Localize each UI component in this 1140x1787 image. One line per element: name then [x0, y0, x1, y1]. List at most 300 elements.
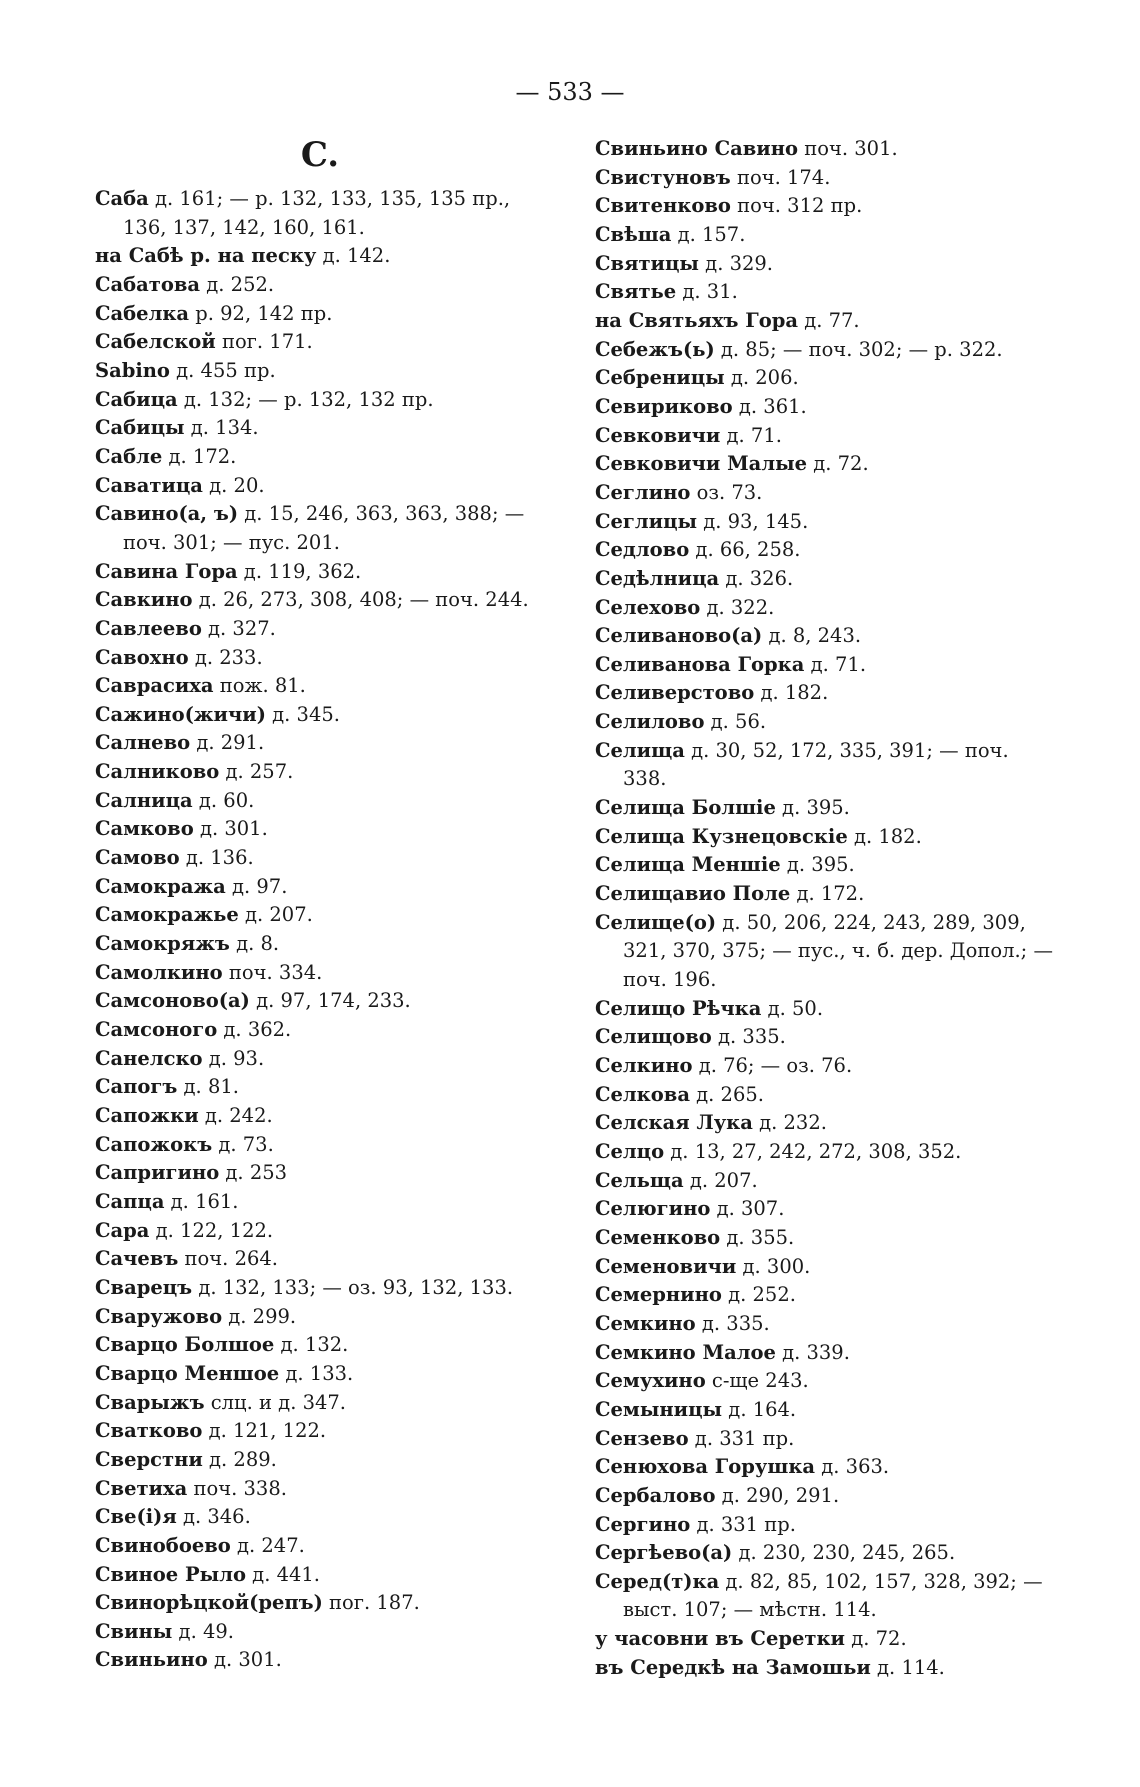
- entry-references: д. 15, 246, 363, 363, 388; —: [238, 502, 525, 526]
- index-entry: [595, 307, 1065, 336]
- index-entry: [595, 1396, 1065, 1425]
- entry-name: Сварцо Меншое: [95, 1361, 280, 1385]
- entry-name: Сватково: [95, 1419, 203, 1443]
- entry-name: Савохно: [95, 645, 189, 669]
- entry-name: Святье: [595, 280, 677, 304]
- entry-references: д. 232.: [752, 1111, 827, 1135]
- entry-references: д. 72.: [845, 1627, 907, 1651]
- entry-references: слц. и д. 347.: [204, 1390, 347, 1414]
- index-entry: [595, 1224, 1065, 1253]
- entry-name: Сваружово: [95, 1304, 223, 1328]
- entry-references: д. 329.: [698, 251, 774, 275]
- index-entry: [595, 823, 1065, 852]
- index-entry: [95, 959, 565, 988]
- entry-name: на Святьяхъ Гора: [595, 308, 799, 332]
- entry-references: д. 331 пр.: [688, 1426, 795, 1450]
- entry-references: д. 114.: [870, 1655, 945, 1679]
- entry-references: д. 335.: [711, 1025, 786, 1049]
- index-entry: [95, 701, 565, 730]
- index-entry: [595, 1482, 1065, 1511]
- entry-name: Свѣша: [595, 222, 672, 246]
- entry-references: д. 119, 362.: [237, 559, 362, 583]
- index-entry: [95, 1188, 565, 1217]
- entry-references: д. 327.: [201, 616, 276, 640]
- entry-name: Селища Кузнецовскіе: [595, 824, 848, 848]
- entry-name: Свинорѣцкой(репъ): [95, 1591, 323, 1615]
- entry-references: д. 300.: [736, 1254, 811, 1278]
- entry-references: д. 20.: [202, 473, 265, 497]
- index-entry: [595, 479, 1065, 508]
- entry-name: Селиваново(а): [595, 624, 763, 648]
- entry-name: Самово: [95, 846, 180, 870]
- index-entry: [95, 1159, 565, 1188]
- index-entry: [95, 586, 565, 615]
- entry-references: оз. 73.: [690, 480, 763, 504]
- entry-references: д. 66, 258.: [689, 538, 801, 562]
- index-entry: [95, 1360, 565, 1389]
- index-entry: [95, 1102, 565, 1131]
- index-entry: [595, 1511, 1065, 1540]
- entry-references: д. 363.: [815, 1455, 890, 1479]
- index-entry: [95, 758, 565, 787]
- entry-name: Салниково: [95, 760, 220, 784]
- index-entry: [595, 1023, 1065, 1052]
- entry-name: Селюгино: [595, 1197, 711, 1221]
- entry-references: д. 77.: [798, 308, 860, 332]
- entry-references: д. 76; — оз. 76.: [692, 1054, 853, 1077]
- entry-references: с-ще 243.: [705, 1369, 809, 1393]
- entry-name: Селиверстово: [595, 681, 755, 705]
- entry-references: д. 72.: [807, 452, 869, 476]
- entry-name: Семухино: [595, 1369, 706, 1393]
- entry-name: Сабицы: [95, 416, 185, 440]
- entry-references: д. 455 пр.: [169, 358, 276, 382]
- entry-references: д. 441.: [245, 1562, 321, 1586]
- entry-name: Сельща: [595, 1168, 684, 1192]
- entry-references: д. 13, 27, 242, 272, 308, 352.: [664, 1139, 962, 1163]
- entry-references: д. 134.: [184, 416, 259, 440]
- entry-references: д. 182.: [754, 681, 829, 705]
- entry-name: Семернино: [595, 1283, 722, 1307]
- index-entry: [595, 422, 1065, 451]
- index-entry: [595, 1138, 1065, 1167]
- entry-references: д. 257.: [219, 760, 294, 784]
- entry-references: д. 265.: [689, 1082, 764, 1106]
- index-entry: [95, 1561, 565, 1590]
- entry-name: Самсоново(а): [95, 989, 250, 1013]
- index-entry: [595, 995, 1065, 1024]
- index-entry: [595, 1253, 1065, 1282]
- entry-references: д. 85; — поч. 302; — р. 322.: [714, 337, 1003, 361]
- entry-references: поч. 334.: [222, 960, 323, 984]
- entry-references: д. 49.: [172, 1619, 234, 1643]
- entry-name: Селища: [595, 738, 685, 762]
- index-entry: [95, 328, 565, 357]
- entry-name: Седлово: [595, 538, 690, 562]
- entry-references: д. 247.: [230, 1533, 305, 1557]
- index-entry: [595, 450, 1065, 479]
- entry-references: д. 132, 133; — оз. 93, 132, 133.: [192, 1275, 514, 1299]
- index-entry: [95, 500, 565, 557]
- index-entry: [95, 558, 565, 587]
- entry-name: Свистуновъ: [595, 165, 731, 189]
- index-entry: [595, 880, 1065, 909]
- entry-name: Санелско: [95, 1046, 203, 1070]
- entry-name: Сварецъ: [95, 1275, 193, 1299]
- entry-name: Селцо: [595, 1139, 665, 1163]
- entry-references: д. 71.: [720, 423, 782, 447]
- entry-name: Семеновичи: [595, 1254, 737, 1278]
- index-entry: [95, 1589, 565, 1618]
- entry-name: Селищово: [595, 1025, 712, 1049]
- entry-name: Сажино(жичи): [95, 702, 266, 726]
- index-entry: [95, 1331, 565, 1360]
- entry-name: Сабелка: [95, 301, 190, 325]
- index-entry: [95, 1389, 565, 1418]
- entry-name: Селиванова Горка: [595, 652, 805, 676]
- index-entry: [595, 1052, 1065, 1081]
- entry-name: Селище(о): [595, 910, 717, 934]
- index-entry: [595, 1195, 1065, 1224]
- entry-name: Свиное Рыло: [95, 1562, 246, 1586]
- entry-continuation: выст. 107; — мѣстн. 114.: [623, 1598, 877, 1622]
- entry-references: д. 395.: [775, 796, 850, 820]
- entry-name: Семенково: [595, 1225, 721, 1249]
- index-entry: [95, 1303, 565, 1332]
- entry-name: Сапожки: [95, 1104, 199, 1127]
- entry-name: Сапригино: [95, 1161, 220, 1185]
- index-entry: [595, 851, 1065, 880]
- entry-name: Селища Болшіе: [595, 796, 776, 820]
- entry-name: Сапогъ: [95, 1075, 178, 1099]
- entry-references: д. 253: [219, 1161, 288, 1185]
- entry-references: д. 161; — р. 132, 133, 135, 135 пр.,: [148, 187, 511, 210]
- index-entry: [95, 844, 565, 873]
- entry-name: Селкино: [595, 1054, 693, 1077]
- index-entry: [95, 443, 565, 472]
- entry-references: д. 206.: [724, 366, 799, 390]
- index-entry: [595, 278, 1065, 307]
- index-entry: [95, 1217, 565, 1246]
- entry-references: д. 301.: [193, 817, 268, 841]
- entry-references: д. 157.: [671, 222, 746, 246]
- entry-references: д. 230, 230, 245, 265.: [732, 1541, 956, 1565]
- index-entry: [95, 787, 565, 816]
- index-entry: [595, 737, 1065, 794]
- entry-name: Салница: [95, 788, 193, 812]
- entry-name: Сеглицы: [595, 509, 698, 533]
- entry-references: д. 133.: [279, 1361, 354, 1385]
- entry-references: д. 322.: [700, 595, 775, 619]
- entry-name: Самокража: [95, 874, 226, 898]
- entry-name: Сабле: [95, 444, 163, 468]
- entry-references: д. 289.: [202, 1447, 277, 1471]
- entry-references: д. 301.: [207, 1648, 282, 1672]
- index-entry: [95, 472, 565, 501]
- index-entry: [595, 794, 1065, 823]
- entry-name: Сверстни: [95, 1447, 203, 1471]
- page-number: — 533 —: [515, 78, 625, 106]
- index-entry: [595, 708, 1065, 737]
- index-entry: [595, 1654, 1065, 1683]
- entry-references: д. 242.: [198, 1104, 273, 1127]
- index-entry: [95, 1618, 565, 1647]
- entry-references: д. 50.: [761, 996, 824, 1020]
- entry-references: д. 335.: [695, 1311, 770, 1335]
- entry-name: у часовни въ Серетки: [595, 1627, 846, 1651]
- entry-references: д. 291.: [190, 731, 265, 755]
- index-entry: [95, 1016, 565, 1045]
- entry-references: поч. 338.: [187, 1476, 287, 1500]
- entry-references: д. 50, 206, 224, 243, 289, 309,: [716, 910, 1026, 934]
- index-entry: [595, 250, 1065, 279]
- entry-name: Саватица: [95, 473, 203, 497]
- entry-name: Свиньино Савино: [595, 137, 799, 160]
- index-entry: [95, 242, 565, 271]
- entry-name: Сварыжъ: [95, 1390, 205, 1414]
- entry-references: д. 331 пр.: [690, 1512, 796, 1536]
- entry-references: д. 56.: [704, 710, 767, 734]
- entry-references: д. 31.: [676, 280, 738, 304]
- entry-references: д. 81.: [177, 1075, 239, 1099]
- entry-name: Себежъ(ь): [595, 337, 715, 361]
- index-entry: [595, 1539, 1065, 1568]
- entry-references: пож. 81.: [213, 674, 306, 698]
- entry-name: Семкино: [595, 1311, 696, 1335]
- index-entry: [595, 1081, 1065, 1110]
- entry-name: въ Середкѣ на Замошьи: [595, 1655, 871, 1679]
- index-entry: [595, 536, 1065, 565]
- index-entry: [595, 622, 1065, 651]
- entry-name: Селкова: [595, 1082, 690, 1106]
- entry-references: д. 395.: [780, 853, 855, 877]
- entry-references: д. 207.: [238, 903, 313, 927]
- entry-name: Савино(а, ъ): [95, 502, 239, 526]
- entry-references: поч. 174.: [730, 165, 831, 189]
- entry-references: д. 161.: [164, 1189, 239, 1213]
- index-entry: [595, 1568, 1065, 1625]
- entry-name: Самково: [95, 817, 194, 841]
- entry-name: Савлеево: [95, 616, 202, 640]
- index-entry: [595, 1167, 1065, 1196]
- entry-references: д. 233.: [188, 645, 263, 669]
- index-entry: [95, 729, 565, 758]
- index-entry: [595, 135, 1065, 164]
- entry-references: д. 82, 85, 102, 157, 328, 392; —: [719, 1569, 1043, 1593]
- entry-references: д. 142.: [316, 244, 391, 268]
- entry-continuation: поч. 301; — пус. 201.: [123, 530, 340, 554]
- entry-references: д. 132; — р. 132, 132 пр.: [177, 387, 434, 411]
- entry-references: д. 339.: [775, 1340, 850, 1364]
- entry-name: Сенюхова Горушка: [595, 1455, 816, 1479]
- index-entry: [595, 508, 1065, 537]
- entry-name: Сергино: [595, 1512, 691, 1536]
- index-entry: [95, 1417, 565, 1446]
- entry-name: Серед(т)ка: [595, 1569, 720, 1593]
- entry-references: д. 121, 122.: [202, 1419, 327, 1443]
- index-entry: [595, 651, 1065, 680]
- entry-references: д. 326.: [719, 566, 794, 590]
- entry-name: Саврасиха: [95, 674, 214, 698]
- entry-name: Селищавио Поле: [595, 882, 791, 906]
- index-entry: [595, 164, 1065, 193]
- entry-references: д. 361.: [732, 394, 807, 418]
- index-entry: [95, 873, 565, 902]
- entry-references: д. 299.: [222, 1304, 297, 1328]
- index-entry: [95, 987, 565, 1016]
- index-entry: [595, 1310, 1065, 1339]
- index-entry: [595, 909, 1065, 995]
- entry-references: д. 93.: [202, 1046, 265, 1070]
- index-entry: [95, 644, 565, 673]
- entry-name: Сергѣево(а): [595, 1541, 733, 1565]
- entry-name: Сварцо Болшое: [95, 1333, 275, 1357]
- entry-name: Селехово: [595, 595, 701, 619]
- entry-name: Селищо Рѣчка: [595, 996, 762, 1020]
- entry-name: Сачевъ: [95, 1247, 179, 1271]
- entry-name: Семыницы: [595, 1397, 723, 1421]
- entry-references: д. 8.: [229, 932, 280, 956]
- entry-name: Саба: [95, 187, 149, 210]
- index-entry: [595, 1281, 1065, 1310]
- entry-name: Свины: [95, 1619, 173, 1643]
- entry-name: Сапца: [95, 1189, 165, 1213]
- entry-name: Севковичи Малые: [595, 452, 808, 476]
- index-entry: [95, 615, 565, 644]
- entry-name: Самсоного: [95, 1018, 218, 1042]
- right-entries: [595, 135, 1065, 1682]
- entry-references: д. 252.: [721, 1283, 796, 1307]
- entry-name: Святицы: [595, 251, 699, 275]
- entry-name: Савкино: [95, 588, 193, 612]
- entry-references: д. 30, 52, 172, 335, 391; — поч.: [684, 738, 1009, 762]
- entry-continuation: 136, 137, 142, 160, 161.: [123, 215, 365, 239]
- entry-name: Севковичи: [595, 423, 721, 447]
- entry-name: Себреницы: [595, 366, 725, 390]
- entry-name: Селища Меншіе: [595, 853, 781, 877]
- index-entry: [95, 901, 565, 930]
- index-entry: [95, 357, 565, 386]
- entry-name: Седѣлница: [595, 566, 720, 590]
- index-entry: [95, 271, 565, 300]
- entry-references: д. 93, 145.: [697, 509, 809, 533]
- index-entry: [95, 815, 565, 844]
- entry-references: д. 71.: [804, 652, 867, 676]
- index-entry: [595, 1339, 1065, 1368]
- entry-name: Свитенково: [595, 194, 731, 218]
- entry-references: поч. 312 пр.: [730, 194, 863, 218]
- index-entry: [95, 1045, 565, 1074]
- index-entry: [595, 565, 1065, 594]
- entry-name: Сензево: [595, 1426, 689, 1450]
- entry-references: д. 182.: [847, 824, 922, 848]
- entry-name: Свиньино: [95, 1648, 208, 1672]
- entry-name: Свинобоево: [95, 1533, 231, 1557]
- entry-name: на Сабѣ р. на песку: [95, 244, 317, 268]
- index-entry: [595, 1367, 1065, 1396]
- left-column: [95, 135, 565, 1675]
- index-entry: [595, 1109, 1065, 1138]
- entry-references: пог. 187.: [322, 1591, 420, 1615]
- index-entry: [595, 364, 1065, 393]
- entry-name: Селилово: [595, 710, 705, 734]
- entry-name: Сапожокъ: [95, 1132, 213, 1156]
- index-entry: [595, 336, 1065, 365]
- entry-name: Самокражье: [95, 903, 239, 927]
- entry-references: д. 362.: [217, 1018, 292, 1042]
- entry-references: д. 122, 122.: [149, 1218, 274, 1242]
- index-entry: [595, 1453, 1065, 1482]
- index-entry: [95, 1503, 565, 1532]
- index-entry: [595, 1425, 1065, 1454]
- entry-references: пог. 171.: [215, 330, 313, 354]
- entry-name: Сара: [95, 1218, 150, 1242]
- index-entry: [595, 679, 1065, 708]
- entry-name: Севириково: [595, 394, 733, 418]
- entry-references: д. 307.: [710, 1197, 785, 1221]
- entry-references: д. 26, 273, 308, 408; — поч. 244.: [192, 588, 529, 612]
- entry-name: Самокряжъ: [95, 932, 230, 956]
- index-entry: [595, 1625, 1065, 1654]
- index-entry: [595, 594, 1065, 623]
- index-entry: [95, 1073, 565, 1102]
- entry-references: д. 172.: [162, 444, 237, 468]
- entry-references: д. 8, 243.: [762, 624, 862, 648]
- index-entry: [95, 386, 565, 415]
- left-entries: [95, 185, 565, 1675]
- index-entry: [95, 414, 565, 443]
- index-entry: [95, 1245, 565, 1274]
- entry-references: д. 73.: [212, 1132, 274, 1156]
- entry-name: Самолкино: [95, 960, 223, 984]
- entry-continuation: 321, 370, 375; — пус., ч. б. дер. Допол.; —: [623, 939, 1053, 963]
- entry-continuation: поч. 196.: [623, 968, 717, 992]
- index-entry: [595, 393, 1065, 422]
- entry-references: р. 92, 142 пр.: [189, 301, 333, 325]
- index-entry: [95, 672, 565, 701]
- entry-references: д. 164.: [722, 1397, 797, 1421]
- right-column: [595, 135, 1065, 1682]
- entry-references: д. 252.: [200, 272, 275, 296]
- entry-name: Селская Лука: [595, 1111, 753, 1135]
- entry-name: Семкино Малое: [595, 1340, 776, 1364]
- index-entry: [95, 300, 565, 329]
- index-entry: [95, 930, 565, 959]
- entry-references: д. 60.: [192, 788, 255, 812]
- entry-name: Савина Гора: [95, 559, 238, 583]
- entry-name: Светиха: [95, 1476, 188, 1500]
- entry-name: Сабатова: [95, 272, 201, 296]
- entry-references: д. 346.: [176, 1505, 251, 1529]
- index-entry: [95, 1646, 565, 1675]
- entry-name: Sabino: [95, 358, 170, 382]
- entry-references: д. 97, 174, 233.: [249, 989, 411, 1013]
- entry-references: поч. 301.: [798, 137, 898, 160]
- entry-name: Сеглино: [595, 480, 691, 504]
- entry-continuation: 338.: [623, 767, 667, 791]
- index-entry: [595, 192, 1065, 221]
- index-entry: [595, 221, 1065, 250]
- index-entry: [95, 1446, 565, 1475]
- entry-name: Све(і)я: [95, 1505, 177, 1529]
- index-entry: [95, 1274, 565, 1303]
- index-entry: [95, 1475, 565, 1504]
- entry-references: д. 172.: [790, 882, 865, 906]
- entry-name: Сербалово: [595, 1483, 716, 1507]
- entry-name: Сабица: [95, 387, 178, 411]
- entry-name: Салнево: [95, 731, 191, 755]
- entry-name: Сабелской: [95, 330, 216, 354]
